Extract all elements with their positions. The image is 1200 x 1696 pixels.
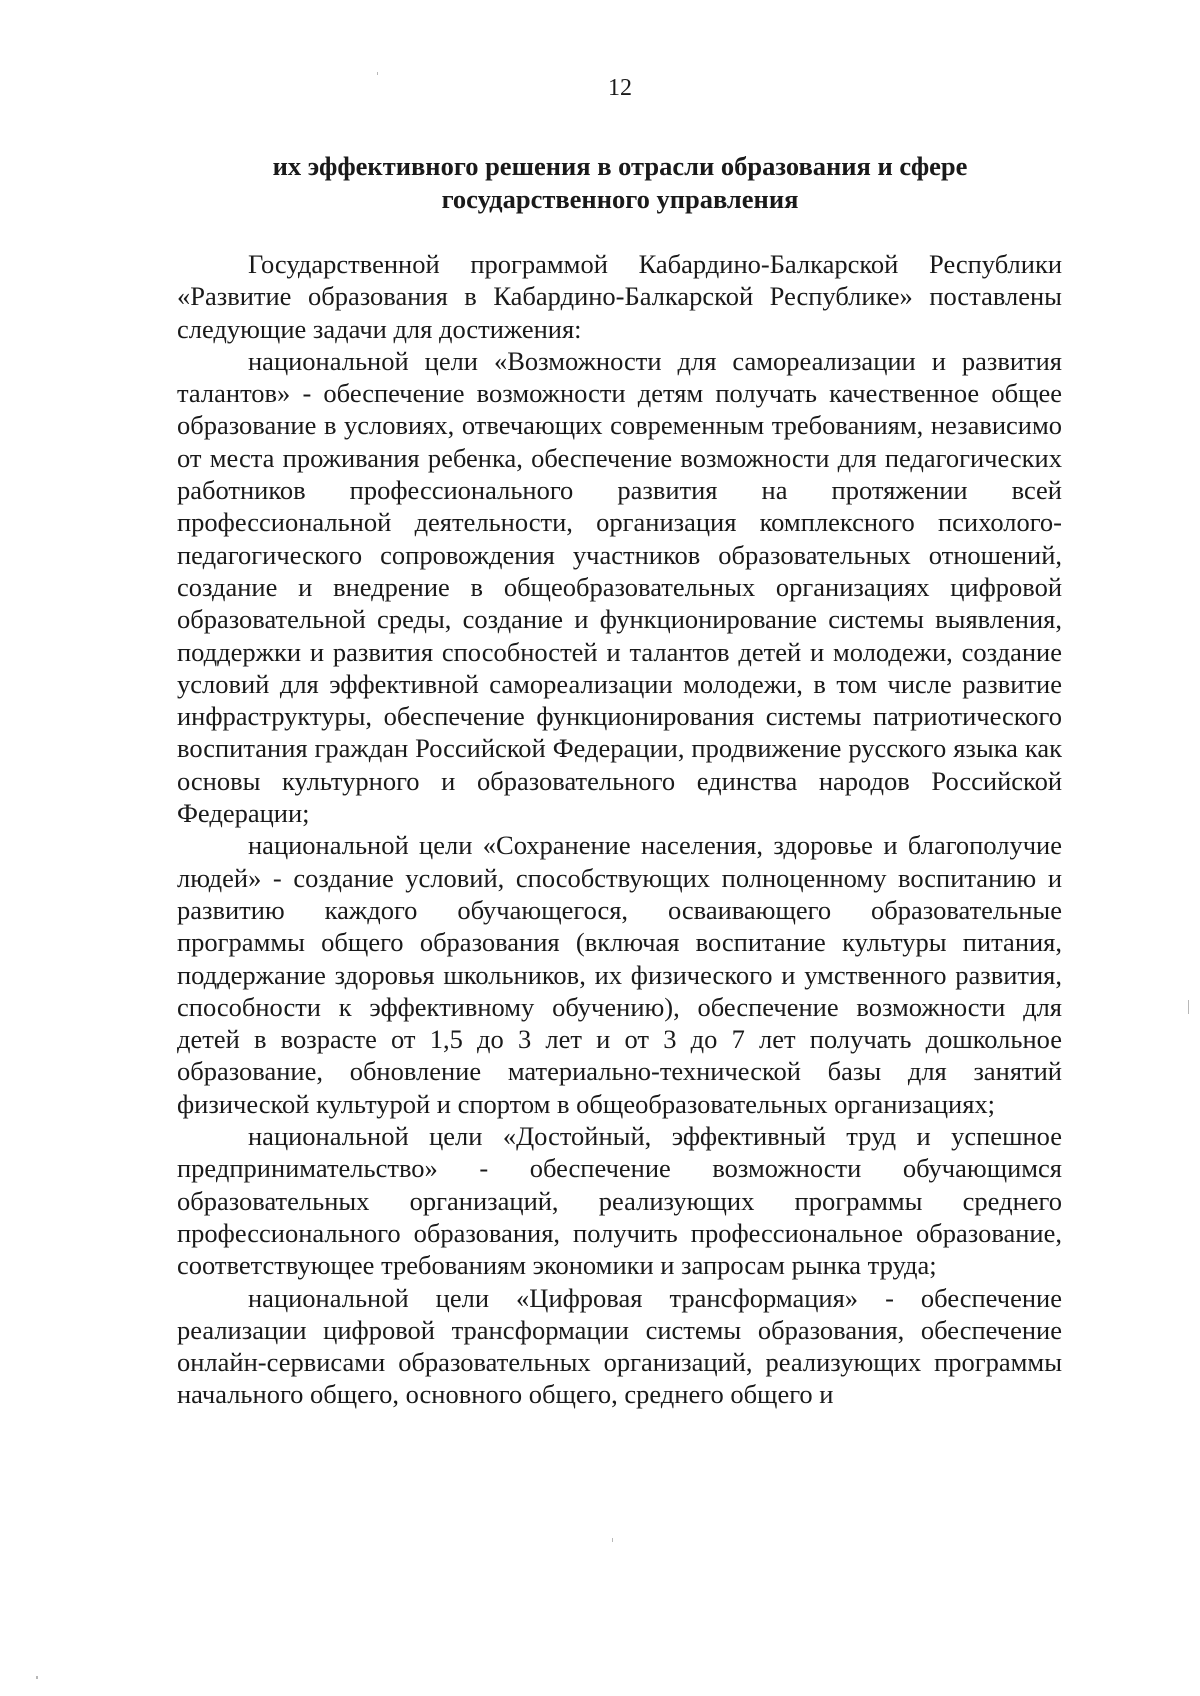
- scan-speck: [1188, 1000, 1189, 1014]
- paragraph-goal-talents: национальной цели «Возможности для самореализации и развития талантов» - обеспечение возможности детям получать качественное общее образование в условиях, отвечающих современным требованиям, независимо от места проживания ребенка, обеспечение возможности для педагогических работников профессионального развития на протяжении всей профессиональной деятельности, организация комплексного психолого-педагогического сопровождения участников образовательных отношений, создание и внедрение в общеобразовательных организациях цифровой образовательной среды, создание и функционирование системы выявления, поддержки и развития способностей и талантов детей и молодежи, создание условий для эффективной самореализации молодежи, в том числе развитие инфраструктуры, обеспечение функционирования системы патриотического воспитания граждан Российской Федерации, продвижение русского языка как основы культурного и образовательного единства народов Российской Федерации;: [177, 345, 1062, 829]
- scan-speck: [36, 1676, 38, 1679]
- paragraph-goal-health: национальной цели «Сохранение населения, здоровье и благополучие людей» - создание условий, способствующих полноценному воспитанию и развитию каждого обучающегося, осваивающего образовательные программы общего образования (включая воспитание культуры питания, поддержание здоровья школьников, их физического и умственного развития, способности к эффективному обучению), обеспечение возможности для детей в возрасте от 1,5 до 3 лет и от 3 до 7 лет получать дошкольное образование, обновление материально-технической базы для занятий физической культурой и спортом в общеобразовательных организациях;: [177, 830, 1062, 1119]
- scan-speck: [612, 1538, 613, 1542]
- body-text: [177, 248, 1062, 1411]
- scan-speck: [377, 72, 378, 75]
- section-title: их эффективного решения в отрасли образования и сфере государственного управления: [272, 151, 968, 214]
- paragraph-goal-digital: национальной цели «Цифровая трансформация» - обеспечение реализации цифровой трансформации системы образования, обеспечение онлайн-сервисами образовательных организаций, реализующих программы начального общего, основного общего, среднего общего и: [177, 1282, 1062, 1410]
- paragraph-intro: Государственной программой Кабардино-Балкарской Республики «Развитие образования в Кабардино-Балкарской Республике» поставлены следующие задачи для достижения:: [177, 249, 1062, 344]
- page-number: 12: [608, 75, 632, 101]
- paragraph-goal-labor: национальной цели «Достойный, эффективный труд и успешное предпринимательство» - обеспечение возможности обучающимся образовательных организаций, реализующих программы среднего профессионального образования, получить профессиональное образование, соответствующее требованиям экономики и запросам рынка труда;: [177, 1121, 1062, 1281]
